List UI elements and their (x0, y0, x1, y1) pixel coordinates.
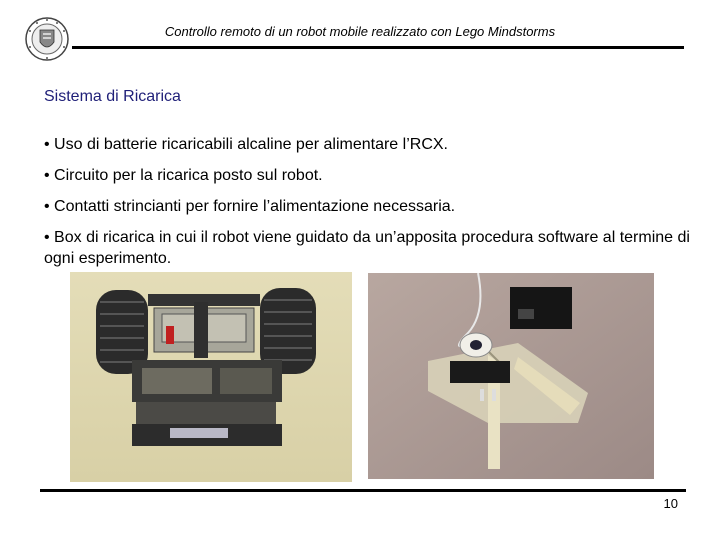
robot-photo (70, 272, 352, 482)
section-title: Sistema di Ricarica (44, 88, 181, 105)
footer-divider (40, 489, 686, 492)
page-number: 10 (663, 496, 678, 511)
bullet-item: • Box di ricarica in cui il robot viene guidato da un’apposita procedura software al termine di ogni esperimento. (44, 229, 690, 267)
charging-box-photo (368, 273, 654, 479)
bullet-item: • Uso di batterie ricaricabili alcaline per alimentare l’RCX. (44, 136, 448, 153)
bullet-list (44, 134, 692, 279)
bullet-item: • Contatti strincianti per fornire l’alimentazione necessaria. (44, 198, 456, 215)
bullet-item: • Circuito per la ricarica posto sul robot. (44, 167, 323, 184)
university-seal-icon (24, 14, 70, 64)
header-divider (72, 46, 684, 49)
document-title: Controllo remoto di un robot mobile realizzato con Lego Mindstorms (164, 24, 556, 39)
